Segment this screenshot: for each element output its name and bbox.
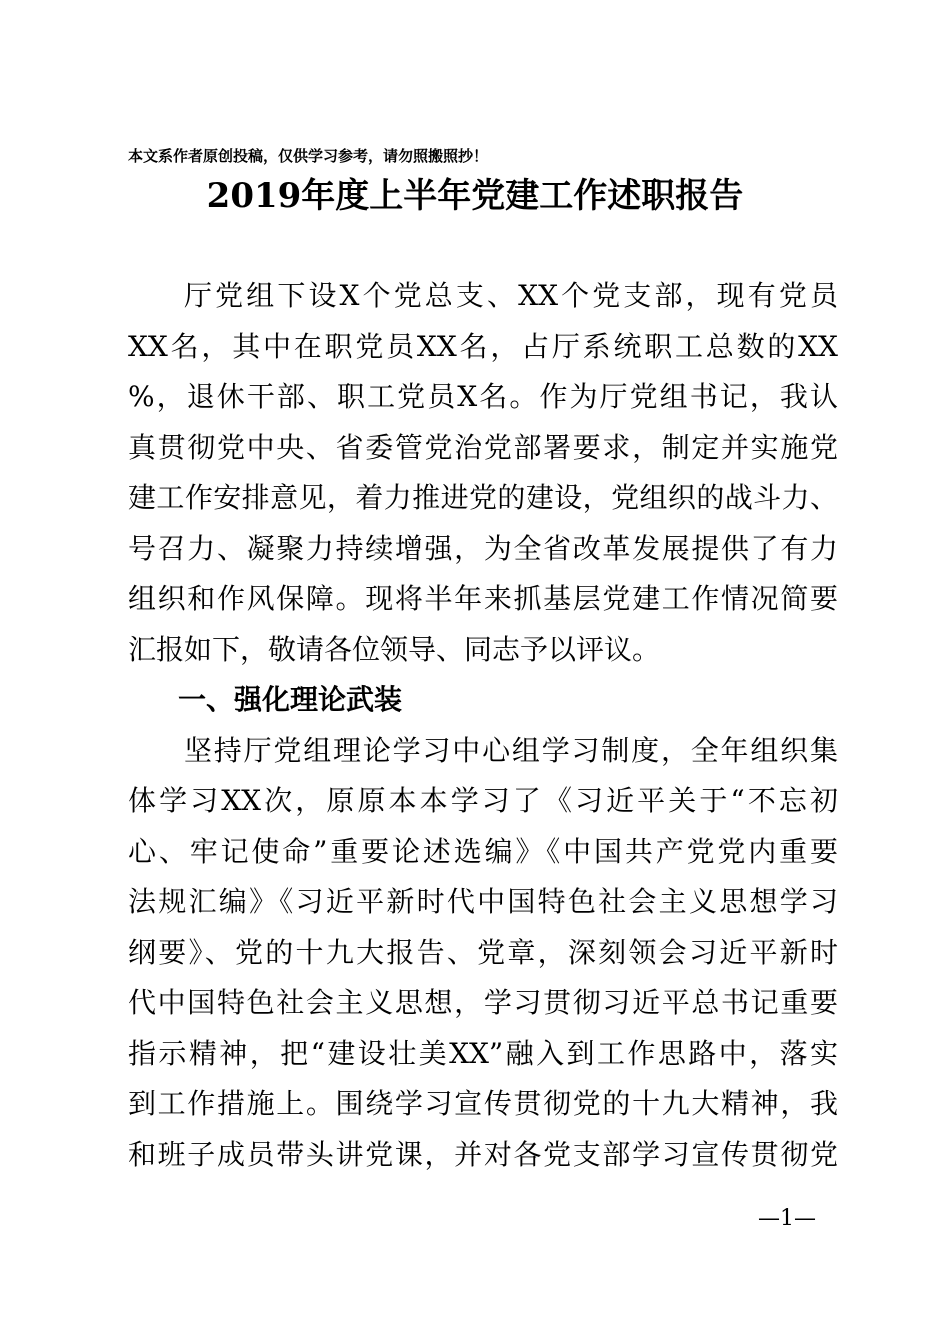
paragraph-line: 厅党组下设X个党总支、XX个党支部，现有党员 — [184, 279, 838, 312]
paragraph-line: 体学习XX次，原原本本学习了《习近平关于“不忘初 — [128, 784, 838, 817]
paragraph-line: 法规汇编》《习近平新时代中国特色社会主义思想学习 — [128, 885, 838, 918]
paragraph-line: 代中国特色社会主义思想，学习贯彻习近平总书记重要 — [128, 986, 838, 1019]
document-body — [128, 271, 838, 1180]
paragraph-line: %，退休干部、职工党员X名。作为厅党组书记，我认 — [128, 380, 838, 413]
document-title: 2019年度上半年党建工作述职报告 — [206, 176, 744, 216]
paragraph-line: 坚持厅党组理论学习中心组学习制度，全年组织集 — [184, 733, 838, 767]
copyright-notice: 本文系作者原创投稿，仅供学习参考，请勿照搬照抄！ — [128, 147, 489, 165]
paragraph-line: 指示精神，把“建设壮美XX”融入到工作思路中，落实 — [128, 1036, 838, 1070]
section-heading: 一、强化理论武装 — [178, 683, 403, 716]
paragraph-line: 建工作安排意见，着力推进党的建设，党组织的战斗力、 — [128, 481, 838, 514]
paragraph-line: 汇报如下，敬请各位领导、同志予以评议。 — [128, 632, 661, 666]
paragraph-line: 号召力、凝聚力持续增强，为全省改革发展提供了有力 — [128, 531, 838, 565]
section-paragraph — [128, 726, 838, 1181]
paragraph-line: 心、牢记使命”重要论述选编》《中国共产党党内重要 — [128, 834, 838, 868]
paragraph-line: XX名，其中在职党员XX名，占厅系统职工总数的XX — [128, 329, 838, 363]
paragraph-line: 真贯彻党中央、省委管党治党部署要求，制定并实施党 — [128, 430, 838, 464]
page-number: —1— — [758, 1206, 816, 1231]
paragraph-line: 纲要》、党的十九大报告、党章，深刻领会习近平新时 — [128, 935, 838, 969]
intro-paragraph — [128, 271, 838, 675]
paragraph-line: 组织和作风保障。现将半年来抓基层党建工作情况简要 — [128, 582, 838, 615]
paragraph-line: 到工作措施上。围绕学习宣传贯彻党的十九大精神，我 — [128, 1087, 838, 1120]
paragraph-line: 和班子成员带头讲党课，并对各党支部学习宣传贯彻党 — [128, 1137, 838, 1171]
